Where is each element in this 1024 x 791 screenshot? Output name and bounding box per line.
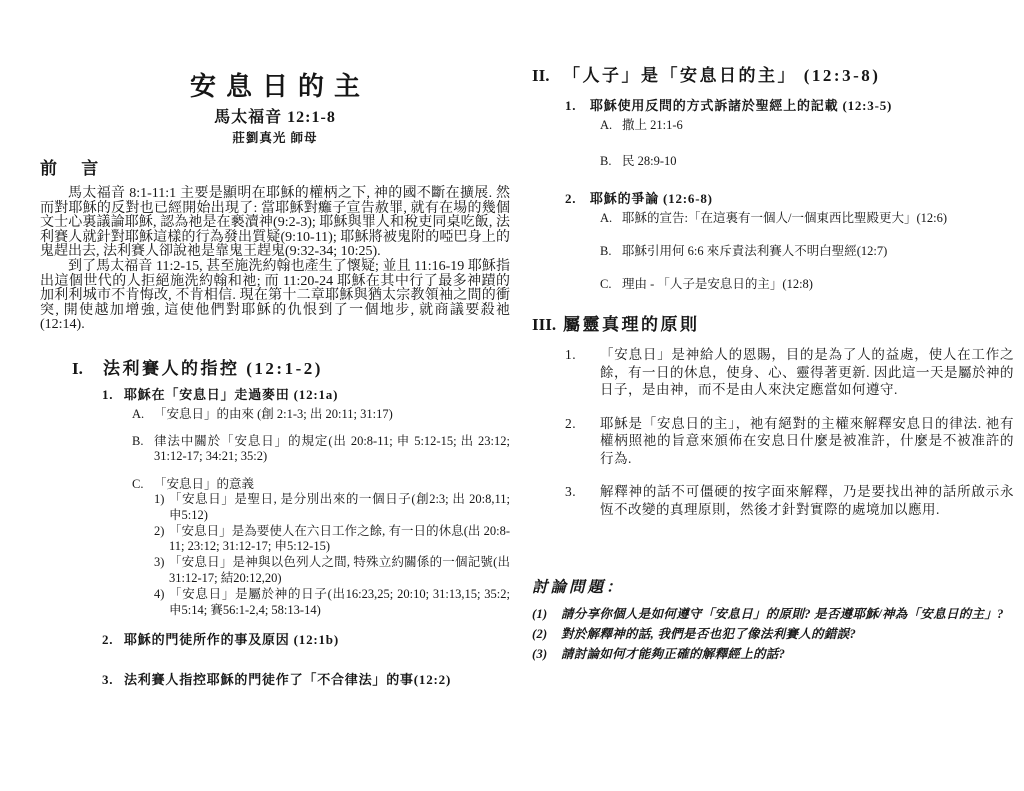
section-heading-1 [72,359,510,379]
section-number: II. [532,66,550,85]
author-line: 莊劉真光 師母 [232,131,318,145]
question-text: 對於解釋神的話, 我們是否也犯了像法利賽人的錯誤? [561,627,857,641]
item-text: 耶穌的門徒所作的事及原因 (12:1b) [124,632,339,648]
preface-heading: 前 言 [40,159,109,178]
item-label: B. [600,244,612,258]
item-text: 耶穌是「安息日的主」，祂有絕對的主權來解釋安息日的律法. 祂有權柄照祂的旨意來頒佈在安息日什麼是被准許，什麼是不被准許的行為. [600,415,1014,466]
question-text: 請分享你個人是如何遵守「安息日」的原則? 是否遵耶穌/神為「安息日的主」? [561,607,1004,621]
question-text: 請討論如何才能夠正確的解釋經上的話? [561,647,786,661]
item-label: 3. [565,484,577,499]
section-number: I. [72,358,83,378]
item-text: 「安息日」的意義 [154,476,255,491]
item-label: 1. [102,386,114,402]
outline-item-I-1-B [132,434,510,464]
item-label: A. [600,118,613,132]
question-label: (2) [532,627,548,641]
discussion-question-3 [532,646,1014,662]
outline-item-I-2 [102,632,510,648]
item-label: C. [600,277,612,291]
left-column [40,0,510,688]
item-text: 解釋神的話不可僵硬的按字面來解釋，乃是要找出神的話所啟示永恆不改變的真理原則，然後才針對實際的處境加以應用. [600,484,1014,517]
principle-3 [565,483,1014,518]
item-text: 撒上 21:1-6 [622,118,683,132]
outline-item-II-1 [565,98,1014,114]
discussion-question-2 [532,626,1014,642]
item-text: 耶穌引用何 6:6 來斥責法利賽人不明白聖經(12:7) [622,244,888,258]
section-title: 屬靈真理的原則 [563,315,700,334]
item-label: 1. [565,347,577,362]
point-label: 2) [154,523,165,538]
item-label: 2. [565,415,577,431]
outline-item-II-2 [565,191,1014,207]
section-title: 「人子」是「安息日的主」 (12:3-8) [563,66,881,85]
outline-item-I-1-A [132,407,510,422]
item-label: 2. [102,632,114,648]
outline-item-I-3 [102,672,510,688]
item-label: B. [600,154,612,168]
page-title: 安息日的主 [189,72,370,101]
discussion-heading: 討論問題： [532,579,625,596]
item-label: A. [132,406,145,421]
outline-item-II-2-B [600,244,1014,259]
item-text: 律法中關於「安息日」的規定(出 20:8-11; 申 5:12-15; 出 23:12; 31:12-17; 34:21; 35:2) [154,433,510,463]
item-label: 3. [102,672,114,688]
question-label: (1) [532,607,548,621]
discussion-question-1 [532,606,1014,622]
item-text: 法利賽人指控耶穌的門徒作了「不合律法」的事(12:2) [124,672,452,688]
item-text: 耶穌的爭論 (12:6-8) [590,191,713,206]
item-text: 「安息日」的由來 (創 2:1-3; 出 20:11; 31:17) [154,406,393,421]
item-text: 理由 - 「人子是安息日的主」(12:8) [622,277,813,291]
point-text: 「安息日」是屬於神的日子(出16:23,25; 20:10; 31:13,15; 35:2; 申5:14; 賽56:1-2,4; 58:13-14) [169,586,510,617]
principle-2 [565,415,1014,468]
item-text: 耶穌使用反問的方式訴諸於聖經上的記載 (12:3-5) [590,98,893,113]
outline-item-I-1 [102,387,510,403]
item-label: C. [132,476,144,491]
item-text: 耶穌的宣告:「在這裏有一個人/一個東西比聖殿更大」(12:6) [622,211,947,225]
principle-1 [565,346,1014,399]
outline-item-II-1-A [600,118,1014,133]
outline-item-II-1-B [600,154,1014,169]
outline-item-II-2-C [600,277,1014,292]
outline-point-I-1-C-2 [154,524,510,556]
item-label: B. [132,433,144,448]
preface-paragraph-1: 馬太福音 8:1-11:1 主要是顯明在耶穌的權柄之下, 神的國不斷在擴展. 然而對耶穌的反對也已經開始出現了: 當耶穌對癱子宣告赦罪, 就有在場的幾個文士心裏議論耶穌, 認為祂是在褻瀆神(9:2-3); 耶穌與罪人和稅吏同桌吃飯, 法利賽人就針對耶穌這樣的行為發出質疑(9:10-11); 耶穌將被鬼附的啞巴身上的鬼趕出去, 法利賽人卻說祂是靠鬼王趕鬼(9:32-34; 10:25). [40,186,510,260]
point-label: 4) [154,586,165,601]
point-label: 1) [154,491,165,506]
item-text: 耶穌在「安息日」走過麥田 (12:1a) [124,386,339,402]
section-number: III. [532,315,557,334]
preface-paragraph-2: 到了馬太福音 11:2-15, 甚至施洗約翰也產生了懷疑; 並且 11:16-19 耶穌指出這個世代的人拒絕施洗約翰和祂; 而 11:20-24 耶穌在其中行了最多神蹟的加利利城市不肯悔改, 不肯相信. 現在第十二章耶穌與猶太宗教領袖之間的衝突, 開使越加增強, 這使他們對耶穌的仇恨到了一個地步, 就商議要殺祂(12:14). [40,258,510,333]
outline-point-I-1-C-1 [154,492,510,524]
point-text: 「安息日」是聖日, 是分別出來的一個日子(創2:3; 出 20:8,11; 申5:12) [169,491,510,522]
point-label: 3) [154,555,165,570]
scripture-reference: 馬太福音 12:1-8 [214,109,336,126]
question-label: (3) [532,647,548,661]
item-label: 1. [565,98,577,113]
point-text: 「安息日」是為要使人在六日工作之餘, 有一日的休息(出 20:8-11; 23:12; 31:12-17; 申5:12-15) [169,523,510,554]
section-heading-2 [532,66,1014,86]
outline-item-I-1-C [132,477,510,492]
item-label: 2. [565,191,577,206]
outline-item-II-2-A [600,211,1014,226]
item-text: 「安息日」是神給人的恩賜，目的是為了人的益處，使人在工作之餘，有一日的休息，使身、心、靈得著更新. 因此這一天是屬於神的日子，是由神，而不是由人來決定應當如何遵守. [600,347,1014,397]
point-text: 「安息日」是神與以色列人之間, 特殊立約關係的一個記號(出31:12-17; 結20:12,20) [169,555,510,585]
outline-point-I-1-C-3 [154,555,510,587]
section-heading-3 [532,315,1014,335]
section-title: 法利賽人的指控 (12:1-2) [103,358,323,378]
item-label: A. [600,211,613,225]
outline-point-I-1-C-4 [154,587,510,619]
right-column [528,0,1014,662]
item-text: 民 28:9-10 [622,154,677,168]
